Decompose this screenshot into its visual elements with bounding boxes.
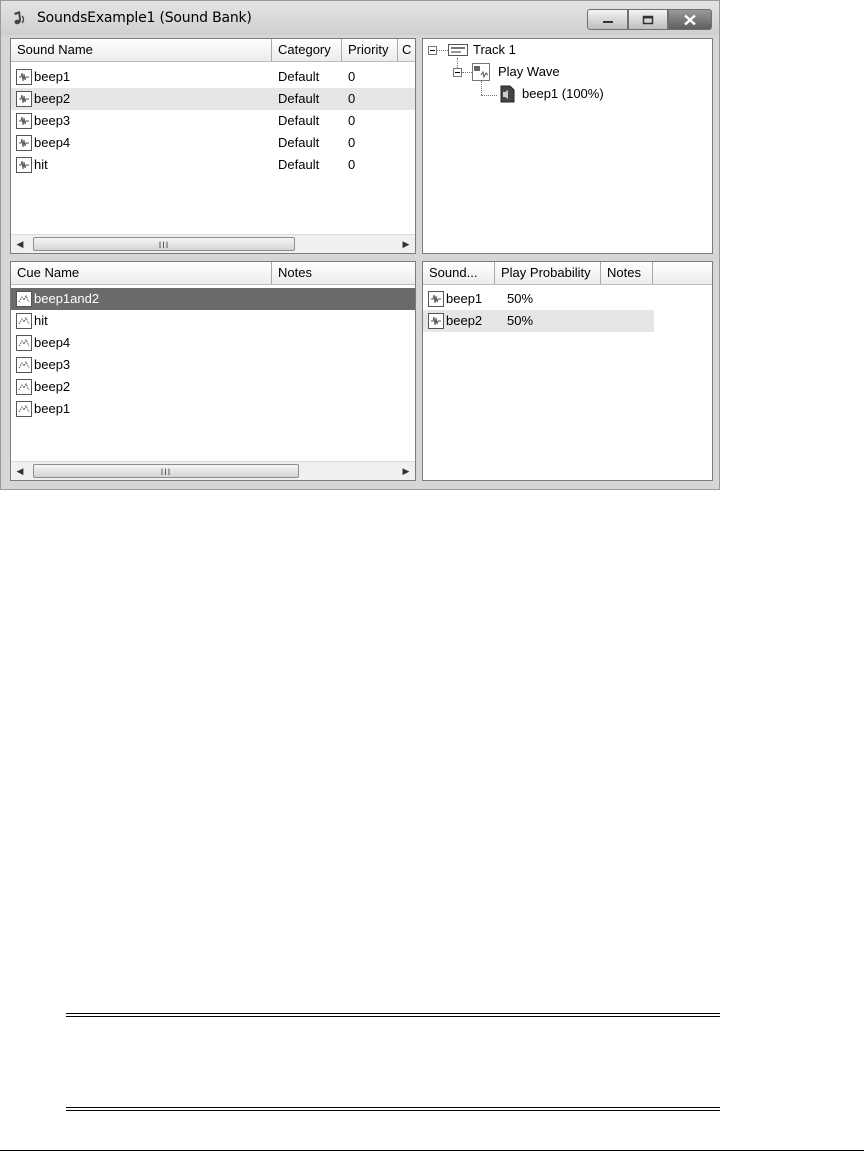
sound-category: Default [278, 135, 320, 150]
divider-rule [66, 1013, 720, 1014]
cue-name: beep4 [34, 335, 71, 350]
cue-row[interactable] [11, 310, 415, 332]
cue-entry-row[interactable] [423, 288, 654, 310]
minimize-button[interactable] [587, 9, 628, 30]
sound-row[interactable] [11, 132, 415, 154]
cue-entry-row[interactable] [423, 310, 654, 332]
cue-icon [16, 357, 32, 373]
cue-row[interactable] [11, 354, 415, 376]
sound-row[interactable] [11, 88, 415, 110]
scroll-thumb[interactable] [33, 237, 295, 251]
tree-connector [481, 95, 497, 96]
divider-rule [66, 1107, 720, 1108]
tree-connector [437, 50, 448, 51]
column-header-truncated[interactable]: C [398, 39, 416, 61]
track-tree-pane [422, 38, 713, 254]
sound-name: beep3 [34, 113, 71, 128]
sound-icon [16, 91, 32, 107]
scroll-right-arrow-icon[interactable]: ▶ [402, 466, 410, 476]
sound-bank-app-icon [11, 10, 28, 27]
sound-row[interactable] [11, 66, 415, 88]
window-title: SoundsExample1 (Sound Bank) [37, 10, 252, 26]
cue-name: beep3 [34, 357, 71, 372]
cue-row[interactable] [11, 376, 415, 398]
scroll-thumb[interactable] [33, 464, 299, 478]
cue-icon [16, 401, 32, 417]
sound-icon [428, 291, 444, 307]
cue-name: beep1and2 [34, 291, 100, 306]
cues-list-pane [10, 261, 416, 481]
maximize-icon [642, 15, 654, 25]
sound-name: hit [34, 157, 48, 172]
collapse-track-icon[interactable] [428, 46, 437, 55]
sound-priority: 0 [348, 91, 356, 106]
cue-name: beep1 [34, 401, 71, 416]
sound-icon [16, 135, 32, 151]
sound-priority: 0 [348, 157, 356, 172]
cue-row[interactable] [11, 332, 415, 354]
scroll-grip: III [160, 467, 172, 477]
cue-name: hit [34, 313, 48, 328]
column-header-category[interactable]: Category [272, 39, 342, 61]
sound-priority: 0 [348, 135, 356, 150]
page-bottom-rule [0, 1150, 864, 1151]
cue-name: beep2 [34, 379, 71, 394]
tree-node-wave[interactable]: beep1 (100%) [522, 86, 604, 101]
divider-rule [66, 1110, 720, 1111]
column-header-play-probability[interactable]: Play Probability [495, 262, 601, 284]
divider-rule [66, 1016, 720, 1017]
scroll-left-arrow-icon[interactable]: ◀ [16, 466, 24, 476]
entry-sound-name: beep2 [446, 313, 483, 328]
cue-icon [16, 379, 32, 395]
sound-row[interactable] [11, 154, 415, 176]
sound-priority: 0 [348, 69, 356, 84]
column-header-sound[interactable]: Sound... [423, 262, 495, 284]
cues-list-header [11, 262, 415, 285]
maximize-button[interactable] [628, 9, 668, 30]
tree-connector [481, 81, 482, 95]
entry-probability: 50% [507, 291, 534, 306]
sound-name: beep1 [34, 69, 71, 84]
sound-name: beep2 [34, 91, 71, 106]
entry-sound-name: beep1 [446, 291, 483, 306]
sound-icon [16, 113, 32, 129]
scroll-left-arrow-icon[interactable]: ◀ [16, 239, 24, 249]
cue-row[interactable] [11, 398, 415, 420]
sound-category: Default [278, 113, 320, 128]
column-header-notes[interactable]: Notes [601, 262, 653, 284]
play-wave-event-icon [472, 63, 490, 81]
column-header-cue-name[interactable]: Cue Name [11, 262, 272, 284]
track-icon [448, 42, 468, 58]
sound-row[interactable] [11, 110, 415, 132]
sound-bank-window [0, 0, 720, 490]
wave-file-icon [497, 84, 517, 104]
sound-icon [16, 69, 32, 85]
minimize-icon [602, 16, 614, 24]
cue-entries-header [423, 262, 712, 285]
sounds-list-header [11, 39, 415, 62]
tree-node-track[interactable]: Track 1 [473, 42, 516, 57]
cue-icon [16, 335, 32, 351]
sound-category: Default [278, 91, 320, 106]
scroll-right-arrow-icon[interactable]: ▶ [402, 239, 410, 249]
sounds-list-pane [10, 38, 416, 254]
collapse-event-icon[interactable] [453, 68, 462, 77]
sound-category: Default [278, 157, 320, 172]
sound-priority: 0 [348, 113, 356, 128]
column-header-priority[interactable]: Priority [342, 39, 398, 61]
cue-row[interactable] [11, 288, 415, 310]
title-bar[interactable] [1, 1, 719, 35]
sound-name: beep4 [34, 135, 71, 150]
tree-connector [462, 72, 472, 73]
entry-probability: 50% [507, 313, 534, 328]
scroll-grip: III [158, 240, 170, 250]
tree-node-play-wave[interactable]: Play Wave [498, 64, 560, 79]
column-header-notes[interactable]: Notes [278, 265, 312, 280]
close-icon [683, 14, 697, 25]
cue-entries-pane [422, 261, 713, 481]
close-button[interactable] [668, 9, 712, 30]
cue-icon [16, 313, 32, 329]
sounds-horizontal-scrollbar[interactable] [11, 234, 415, 253]
column-header-sound-name[interactable]: Sound Name [11, 39, 272, 61]
sound-icon [16, 157, 32, 173]
cue-icon [16, 291, 32, 307]
cues-horizontal-scrollbar[interactable] [11, 461, 415, 480]
sound-category: Default [278, 69, 320, 84]
sound-icon [428, 313, 444, 329]
